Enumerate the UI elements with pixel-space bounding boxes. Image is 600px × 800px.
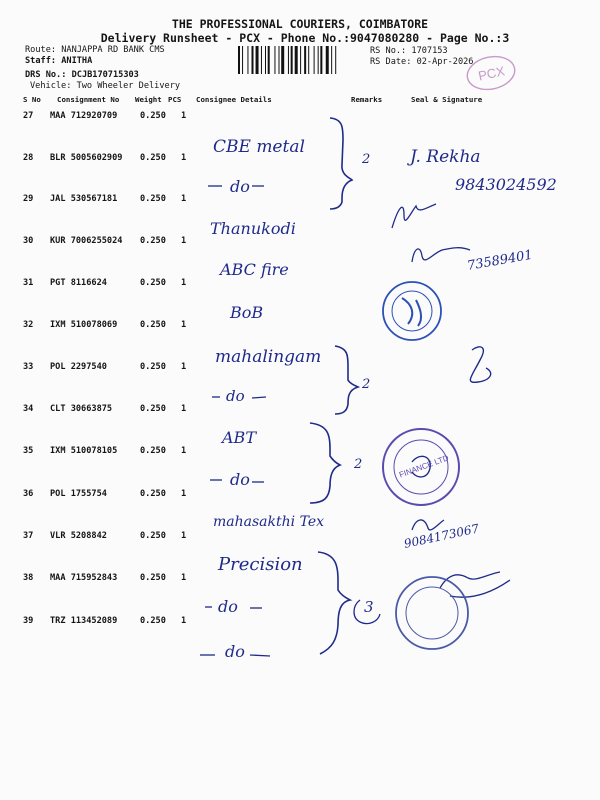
row-weight: 0.250 bbox=[140, 404, 166, 414]
row-consignment: BLR 5005602909 bbox=[50, 153, 123, 163]
round-stamp-2 bbox=[383, 429, 459, 505]
row-sno: 28 bbox=[23, 153, 34, 163]
remark-2-c: 2 bbox=[354, 457, 363, 472]
col-sno: S No bbox=[23, 95, 41, 104]
col-consignee: Consignee Details bbox=[196, 95, 272, 104]
hw-abt: ABT bbox=[222, 428, 256, 447]
hw-mahalingam: mahalingam bbox=[215, 347, 322, 367]
row-consignment: MAA 712920709 bbox=[50, 111, 118, 121]
row-pcs: 1 bbox=[181, 573, 187, 583]
hw-abc-fire: ABC fire bbox=[220, 260, 289, 279]
row-consignment: KUR 7006255024 bbox=[50, 236, 123, 246]
col-weight: Weight bbox=[135, 95, 162, 104]
finance-stamp-text: FINANCE LTD bbox=[398, 453, 450, 480]
row-pcs: 1 bbox=[181, 153, 187, 163]
col-seal-signature: Seal & Signature bbox=[411, 95, 483, 104]
row-consignment: CLT 30663875 bbox=[50, 404, 113, 414]
row-pcs: 1 bbox=[181, 320, 187, 330]
row-pcs: 1 bbox=[181, 616, 187, 626]
row-weight: 0.250 bbox=[140, 446, 166, 456]
pcx-stamp bbox=[464, 52, 518, 93]
row-weight: 0.250 bbox=[140, 111, 166, 121]
drs-label: DRS No.: bbox=[25, 70, 67, 80]
row-sno: 36 bbox=[23, 489, 34, 499]
route-text: Route: NANJAPPA RD BANK CMS bbox=[25, 45, 165, 55]
hw-precision: Precision bbox=[218, 554, 303, 575]
round-stamp-3 bbox=[396, 577, 468, 649]
row-pcs: 1 bbox=[181, 111, 187, 121]
row-pcs: 1 bbox=[181, 531, 187, 541]
signature-row30 bbox=[412, 248, 470, 262]
row-pcs: 1 bbox=[181, 404, 187, 414]
hw-ditto-5: do bbox=[225, 642, 245, 661]
row-consignment: PGT 8116624 bbox=[50, 278, 107, 288]
pcx-stamp-text: PCX bbox=[476, 63, 507, 84]
row-sno: 29 bbox=[23, 194, 34, 204]
row-pcs: 1 bbox=[181, 278, 187, 288]
row-weight: 0.250 bbox=[140, 616, 166, 626]
row-consignment: POL 1755754 bbox=[50, 489, 107, 499]
row-pcs: 1 bbox=[181, 446, 187, 456]
remark-3: 3 bbox=[364, 598, 374, 616]
row-sno: 30 bbox=[23, 236, 34, 246]
row-sno: 33 bbox=[23, 362, 34, 372]
row-consignment: TRZ 113452089 bbox=[50, 616, 118, 626]
company-name: THE PROFESSIONAL COURIERS, COIMBATORE bbox=[171, 17, 429, 31]
row-weight: 0.250 bbox=[140, 573, 166, 583]
row-sno: 35 bbox=[23, 446, 34, 456]
staff-label: Staff: bbox=[25, 56, 57, 66]
row-pcs: 1 bbox=[181, 236, 187, 246]
rs-number: RS No.: 1707153 bbox=[370, 46, 448, 56]
hw-ditto-3: do bbox=[230, 470, 250, 489]
hw-ditto-2: do bbox=[226, 387, 245, 405]
round-stamp-1 bbox=[383, 282, 441, 340]
col-consignment: Consignment No bbox=[57, 95, 120, 104]
remark-2-b: 2 bbox=[362, 377, 371, 392]
row-weight: 0.250 bbox=[140, 153, 166, 163]
vehicle-text: Vehicle: Two Wheeler Delivery bbox=[30, 81, 181, 91]
row-weight: 0.250 bbox=[140, 320, 166, 330]
hw-bob: BoB bbox=[230, 303, 264, 322]
row-sno: 27 bbox=[23, 111, 34, 121]
col-pcs: PCS bbox=[168, 95, 182, 104]
row-pcs: 1 bbox=[181, 362, 187, 372]
row-pcs: 1 bbox=[181, 489, 187, 499]
row-weight: 0.250 bbox=[140, 278, 166, 288]
signature-row38 bbox=[440, 572, 510, 597]
row-sno: 32 bbox=[23, 320, 34, 330]
row-consignment: JAL 530567181 bbox=[50, 194, 118, 204]
row-sno: 37 bbox=[23, 531, 34, 541]
row-pcs: 1 bbox=[181, 194, 187, 204]
row-consignment: MAA 715952843 bbox=[50, 573, 118, 583]
hw-ditto-4: do bbox=[218, 597, 238, 616]
row-consignment: IXM 510078105 bbox=[50, 446, 118, 456]
row-sno: 34 bbox=[23, 404, 34, 414]
row-consignment: IXM 510078069 bbox=[50, 320, 118, 330]
staff-name: ANITHA bbox=[61, 56, 93, 66]
row-weight: 0.250 bbox=[140, 531, 166, 541]
hw-ditto-1: do bbox=[230, 177, 250, 196]
row-consignment: VLR 5208842 bbox=[50, 531, 107, 541]
row-weight: 0.250 bbox=[140, 362, 166, 372]
signature-phone-1: 9843024592 bbox=[455, 175, 557, 194]
hw-mahasakthi: mahasakthi Tex bbox=[213, 514, 325, 530]
hw-cbe-metal: CBE metal bbox=[213, 137, 305, 157]
runsheet-title: Delivery Runsheet - PCX - Phone No.:9047080280 - Page No.:3 bbox=[100, 31, 510, 45]
row-consignment: POL 2297540 bbox=[50, 362, 107, 372]
col-remarks: Remarks bbox=[351, 95, 383, 104]
dash-marks bbox=[200, 186, 270, 656]
row-sno: 39 bbox=[23, 616, 34, 626]
signature-row29 bbox=[392, 204, 436, 228]
hw-thanukodi: Thanukodi bbox=[210, 219, 296, 238]
signature-phone-3: 9084173067 bbox=[402, 521, 481, 551]
row-sno: 38 bbox=[23, 573, 34, 583]
row-weight: 0.250 bbox=[140, 489, 166, 499]
rs-date: RS Date: 02-Apr-2026 bbox=[370, 57, 474, 67]
remark-2-a: 2 bbox=[362, 152, 371, 167]
row-weight: 0.250 bbox=[140, 236, 166, 246]
brackets bbox=[310, 118, 358, 654]
row-sno: 31 bbox=[23, 278, 34, 288]
signature-phone-2: 73589401 bbox=[466, 247, 534, 274]
drs-number: DCJB170715303 bbox=[71, 70, 139, 80]
signature-row33 bbox=[470, 347, 490, 382]
row-weight: 0.250 bbox=[140, 194, 166, 204]
signature-name-1: J. Rekha bbox=[410, 147, 481, 167]
